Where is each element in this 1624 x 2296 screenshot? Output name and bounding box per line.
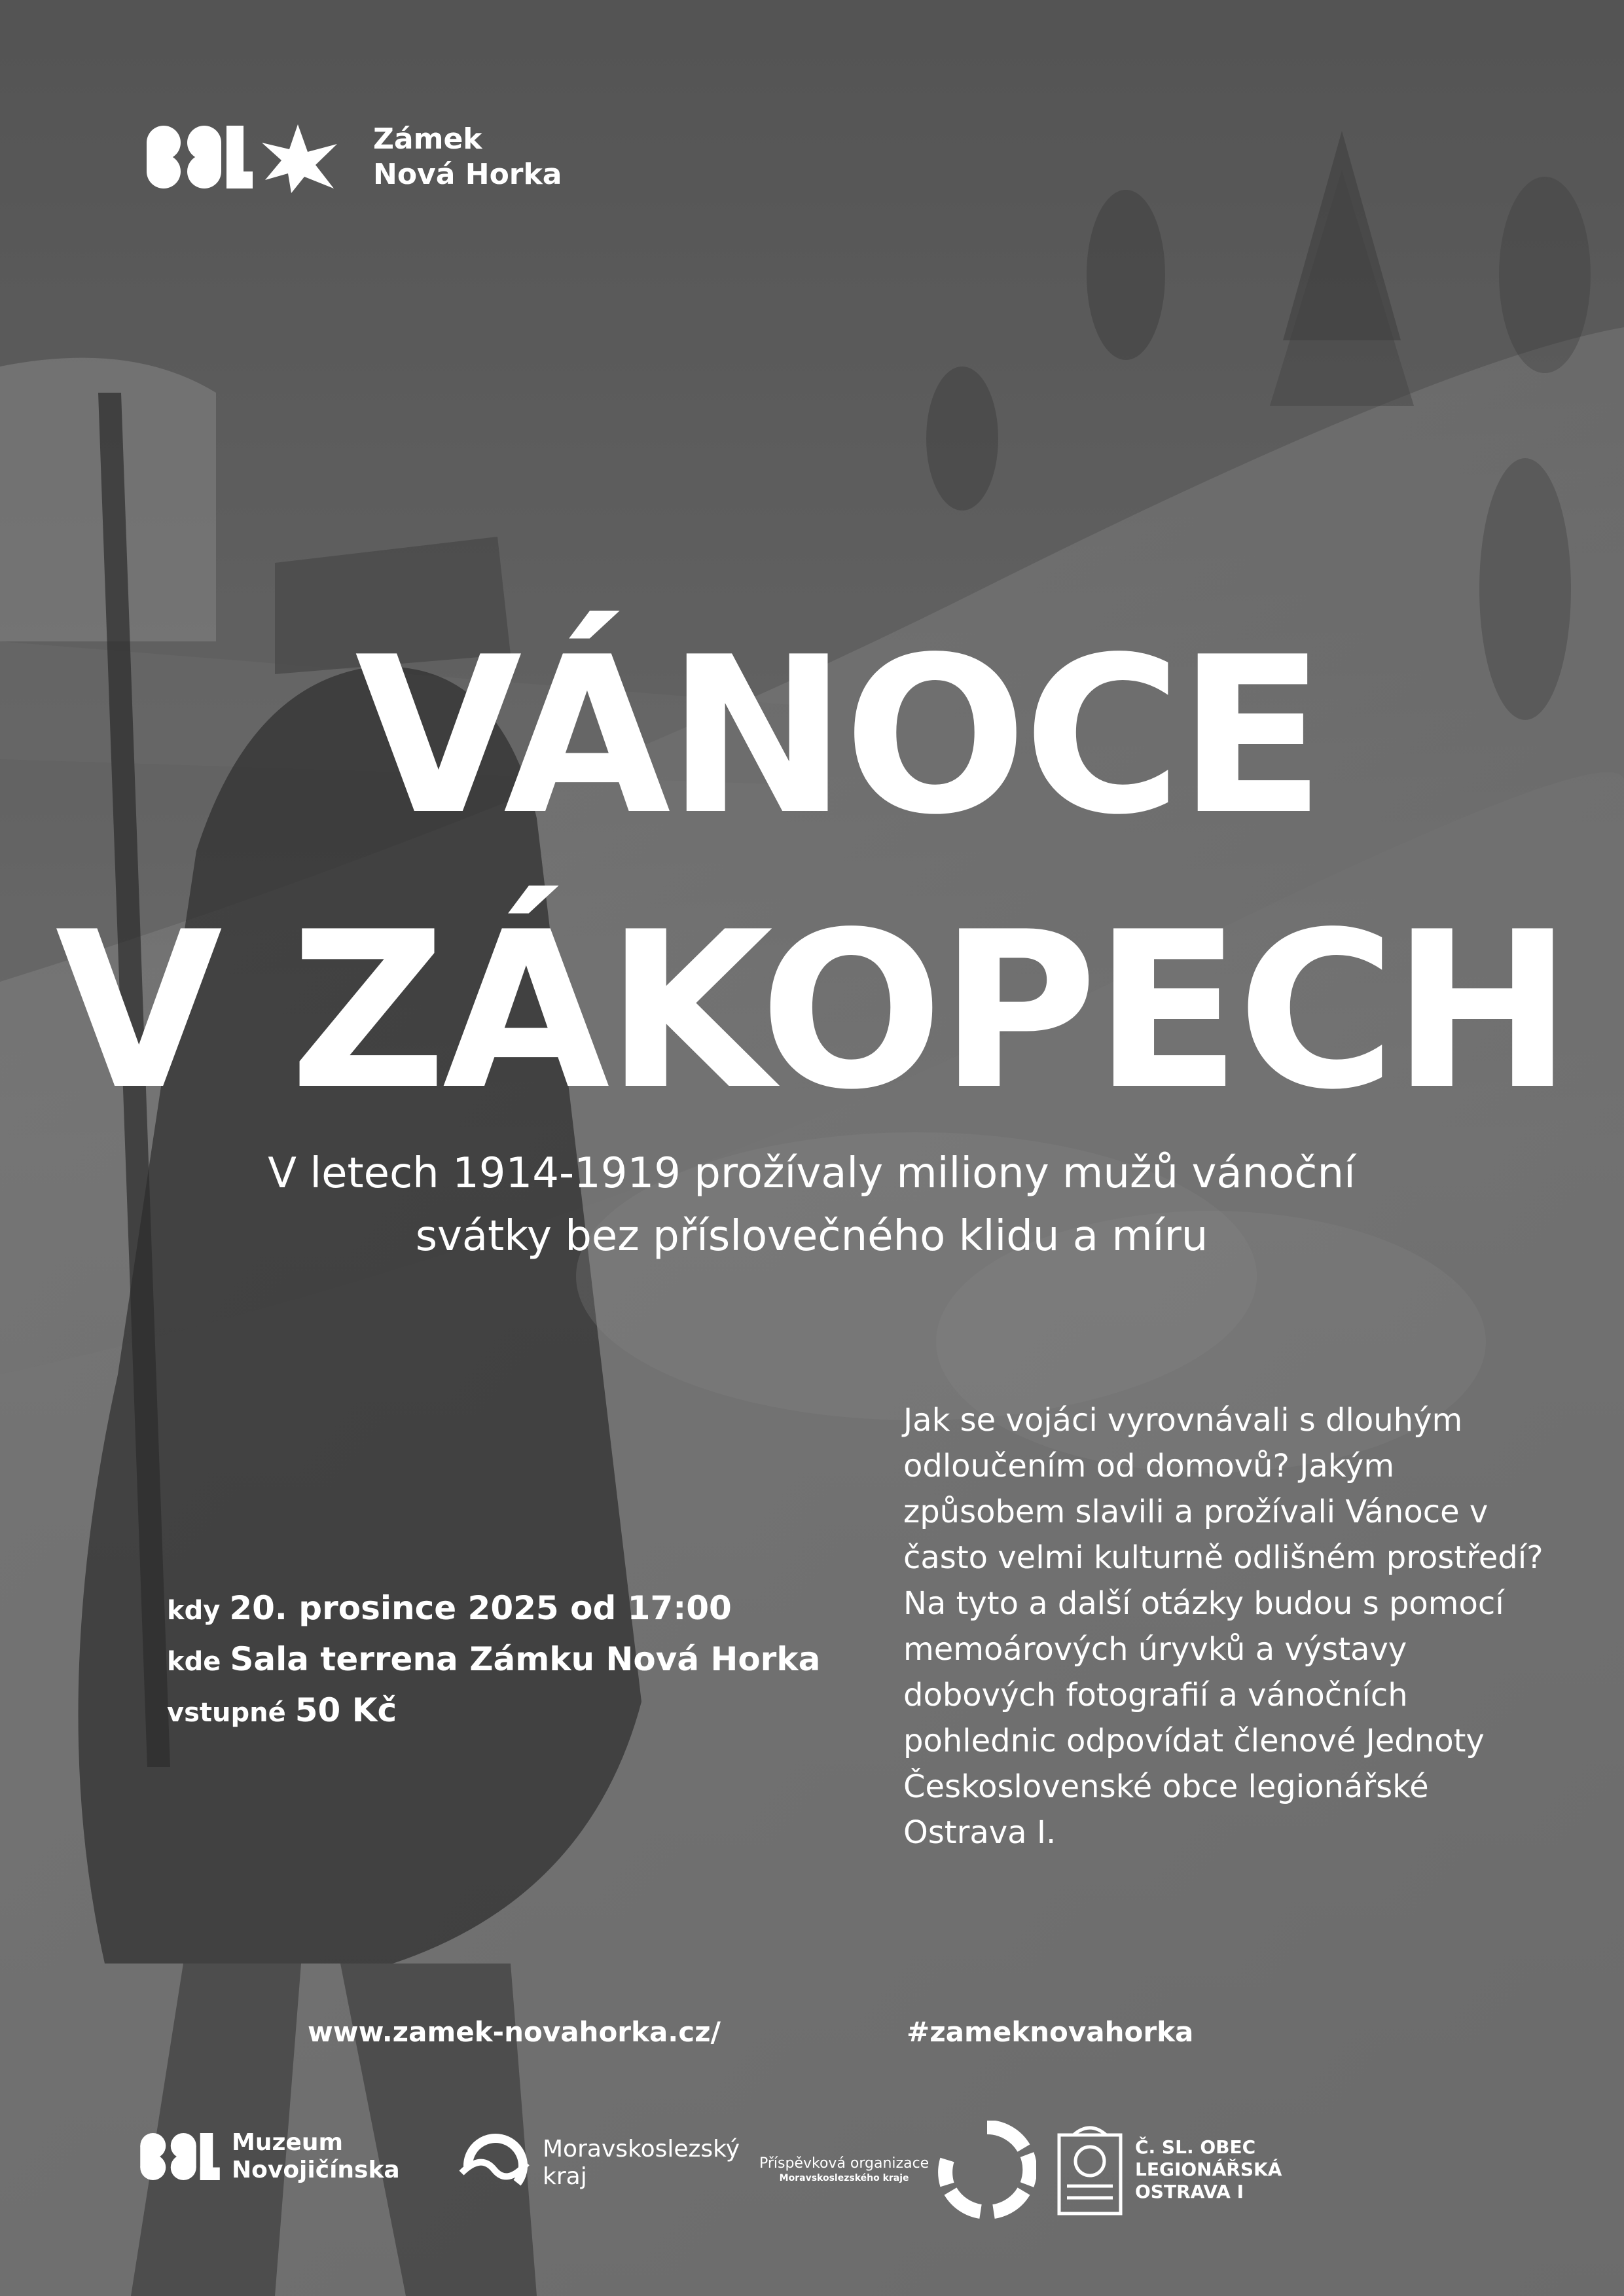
info-fee-label: vstupné — [167, 1698, 286, 1728]
partner-legion[interactable] — [1054, 2121, 1282, 2219]
info-fee-value: 50 Kč — [295, 1691, 397, 1729]
title-line2: V ZÁKOPECH — [55, 886, 1569, 1137]
partner-museum-line2: Novojičínska — [232, 2157, 400, 2183]
ring-segments-icon — [938, 2121, 1036, 2219]
title-line1: VÁNOCE — [355, 611, 1322, 862]
header-logo-line2: Nová Horka — [373, 158, 562, 191]
partner-region[interactable] — [455, 2127, 740, 2199]
event-info — [167, 1584, 820, 1737]
partner-organization[interactable] — [759, 2121, 1036, 2219]
partner-legion-line2: LEGIONÁŘSKÁ — [1135, 2159, 1282, 2180]
info-where-label: kde — [167, 1647, 221, 1677]
partner-legion-line3: OSTRAVA I — [1135, 2181, 1244, 2202]
subtitle-line2: svátky bez příslovečného klidu a míru — [415, 1212, 1208, 1261]
info-where-value: Sala terrena Zámku Nová Horka — [230, 1640, 821, 1678]
partner-organization-line2: Moravskoslezského kraje — [779, 2173, 909, 2183]
info-when — [167, 1584, 820, 1635]
website-link[interactable]: www.zamek-novahorka.cz/ — [308, 2016, 721, 2048]
partner-region-line1: Moravskoslezský — [543, 2136, 740, 2162]
subtitle — [157, 1142, 1466, 1268]
partner-region-line2: kraj — [543, 2163, 587, 2190]
info-when-value: 20. prosince 2025 od 17:00 — [229, 1589, 732, 1627]
partner-legion-line1: Č. SL. OBEC — [1135, 2136, 1256, 2158]
info-fee — [167, 1686, 820, 1737]
partner-museum-line1: Muzeum — [232, 2129, 343, 2156]
header-logo[interactable] — [144, 118, 562, 196]
header-logo-name — [373, 122, 562, 192]
partner-organization-name — [759, 2155, 929, 2184]
partner-region-name — [543, 2136, 740, 2191]
header-logo-line1: Zámek — [373, 122, 482, 156]
info-when-label: kdy — [167, 1596, 221, 1626]
partner-museum-name — [232, 2129, 400, 2184]
partner-organization-line1: Příspěvková organizace — [759, 2155, 929, 2172]
moravskoslezsky-kraj-icon — [455, 2127, 533, 2199]
partner-museum[interactable] — [137, 2127, 400, 2186]
info-where — [167, 1635, 820, 1686]
partner-logos — [0, 2121, 1624, 2251]
subtitle-line1: V letech 1914-1919 prožívaly miliony mužů vánoční — [268, 1149, 1356, 1198]
event-description: Jak se vojáci vyrovnávali s dlouhým odloučením od domovů? Jakým způsobem slavili a prožívali Vánoce v často velmi kulturně odlišném prostředí? Na tyto a další otázky budou s pomocí memoárových úryvků a výstavy dobových fotografií a vánočních pohlednic odpovídat členové Jednoty Československé obce legionářské Ostrava I. — [903, 1402, 1543, 1851]
snl-monogram-icon — [137, 2127, 223, 2186]
legion-emblem-icon — [1054, 2121, 1126, 2219]
partner-legion-name — [1135, 2136, 1282, 2203]
hashtag: #zameknovahorka — [907, 2016, 1194, 2048]
snl-monogram-star-icon — [144, 118, 360, 196]
